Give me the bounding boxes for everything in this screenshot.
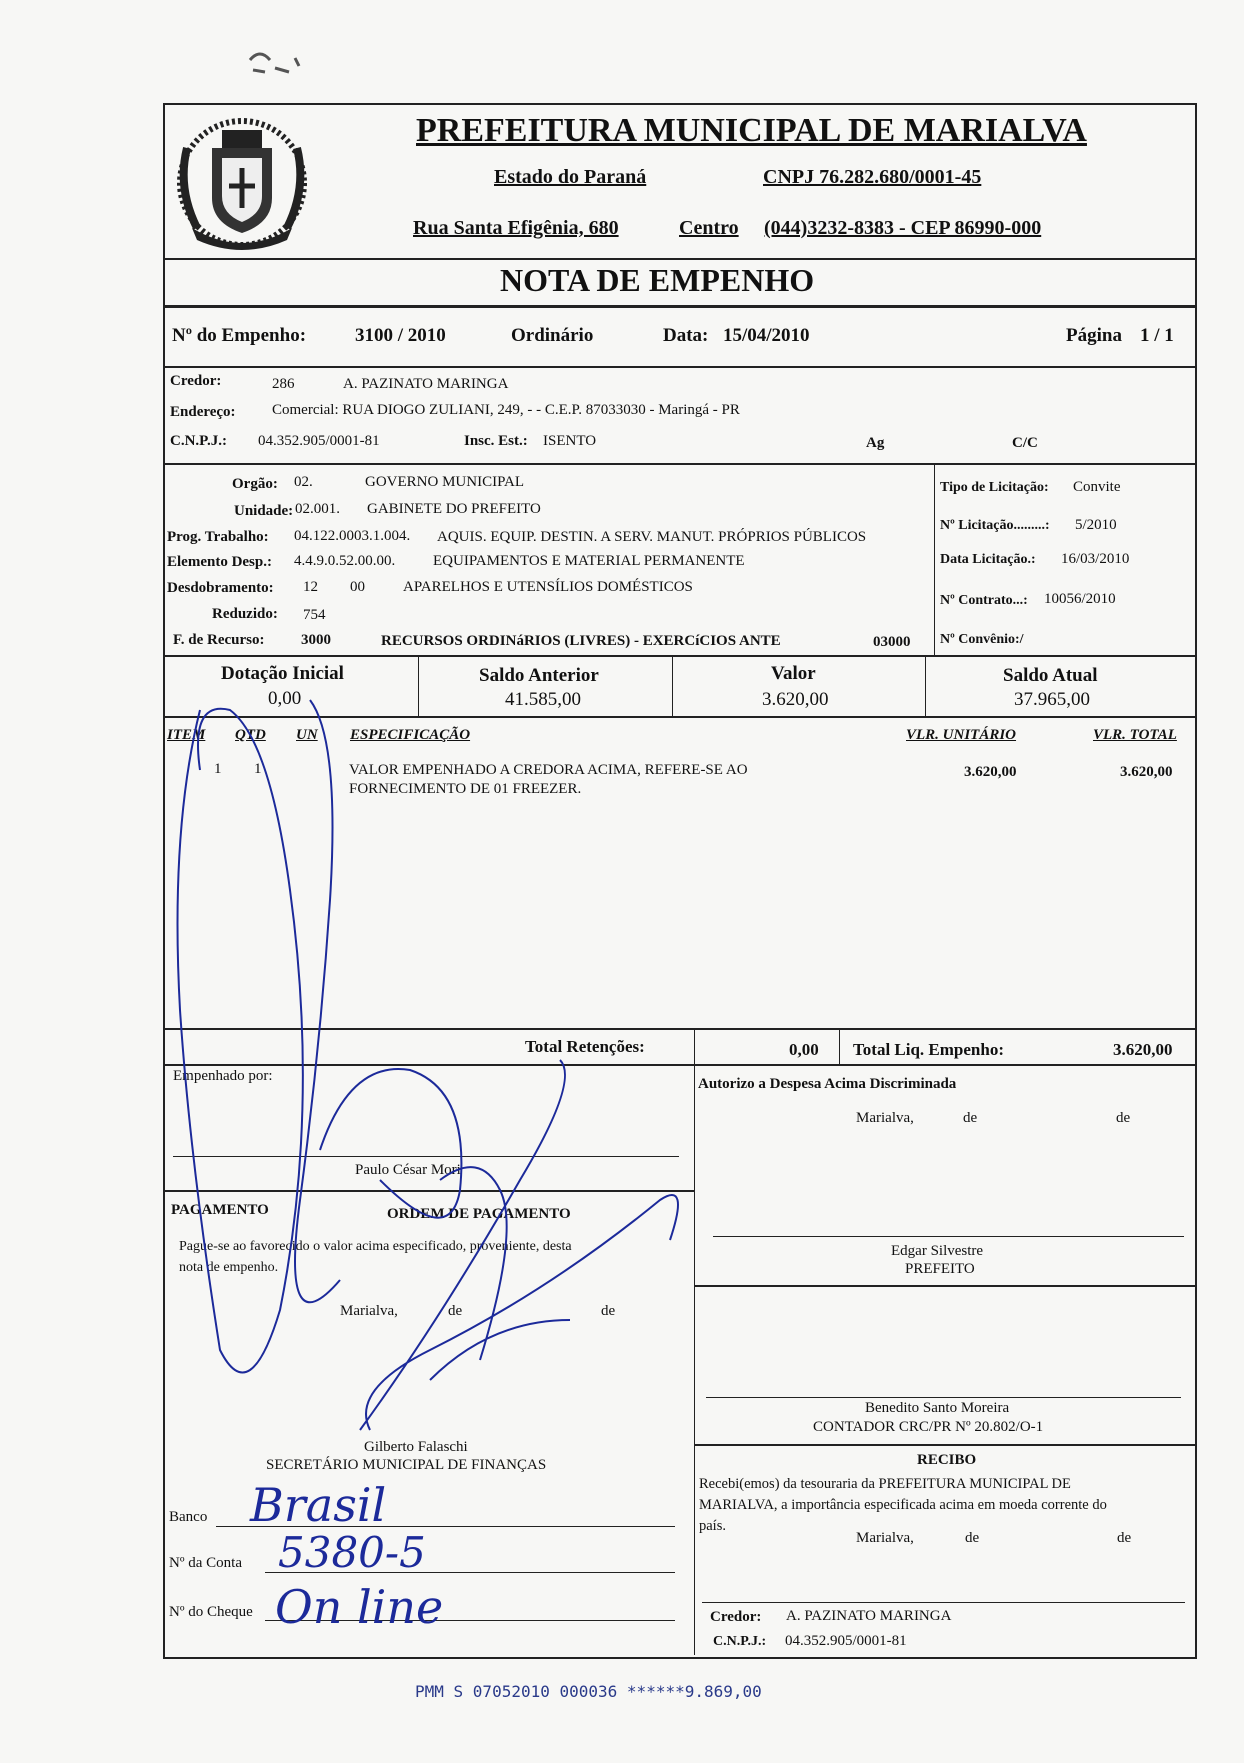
recibo-line-2: MARIALVA, a importância especificada acima em moeda corrente do xyxy=(699,1497,1107,1513)
header-title: PREFEITURA MUNICIPAL DE MARIALVA xyxy=(416,112,1087,149)
secretario-role: SECRETÁRIO MUNICIPAL DE FINANÇAS xyxy=(266,1457,547,1473)
secretario-name: Gilberto Falaschi xyxy=(364,1439,468,1455)
retencoes-label: Total Retenções: xyxy=(525,1037,645,1056)
empenho-label: Nº do Empenho: xyxy=(172,325,307,346)
recibo-de2: de xyxy=(1117,1530,1132,1546)
autorizo-label: Autorizo a Despesa Acima Discriminada xyxy=(698,1076,957,1092)
licitacao-tipo: Convite xyxy=(1073,479,1121,495)
banco-label: Banco xyxy=(169,1509,208,1525)
saldo-anterior: 41.585,00 xyxy=(505,689,581,710)
conta-label: Nº da Conta xyxy=(169,1555,242,1571)
header-address: Rua Santa Efigênia, 680 xyxy=(413,217,619,239)
licitacao-tipo-label: Tipo de Licitação: xyxy=(940,480,1049,495)
licitacao-data-label: Data Licitação.: xyxy=(940,552,1036,567)
desdob: APARELHOS E UTENSÍLIOS DOMÉSTICOS xyxy=(403,579,693,595)
desdob-b: 00 xyxy=(350,579,365,595)
recibo-line-3: país. xyxy=(699,1518,726,1534)
col-unit: VLR. UNITÁRIO xyxy=(906,727,1017,743)
saldo-atual-label: Saldo Atual xyxy=(1003,665,1098,686)
credor-cnpj: 04.352.905/0001-81 xyxy=(258,433,380,449)
pagamento-de1: de xyxy=(448,1303,463,1319)
header-district: Centro xyxy=(679,217,739,239)
empenhado-label: Empenhado por: xyxy=(173,1068,273,1084)
scan-mark xyxy=(245,40,315,80)
convenio-label: Nº Convênio:/ xyxy=(940,632,1024,647)
page-label: Página xyxy=(1066,325,1122,346)
cheque-handwritten: On line xyxy=(275,1580,444,1634)
valor-label: Valor xyxy=(771,663,816,684)
prefeito-name: Edgar Silvestre xyxy=(891,1243,984,1259)
recibo-credor: A. PAZINATO MARINGA xyxy=(786,1608,952,1624)
page-number: 1 / 1 xyxy=(1140,325,1174,346)
prog-code: 04.122.0003.1.004. xyxy=(294,528,411,544)
credor-name: A. PAZINATO MARINGA xyxy=(343,376,509,392)
pagamento-de2: de xyxy=(601,1303,616,1319)
ie-label: Insc. Est.: xyxy=(464,433,528,449)
document-title: NOTA DE EMPENHO xyxy=(500,262,815,298)
unidade-code: 02.001. xyxy=(295,501,340,517)
recibo-cnpj-label: C.N.P.J.: xyxy=(713,1634,767,1649)
recurso-code2: 03000 xyxy=(873,634,911,650)
credor-address: Comercial: RUA DIOGO ZULIANI, 249, - - C.E.P. 87033030 - Maringá - PR xyxy=(272,402,740,418)
contador-name: Benedito Santo Moreira xyxy=(865,1400,1010,1416)
conta-handwritten: 5380-5 xyxy=(278,1528,426,1577)
empenho-date-label: Data: xyxy=(663,325,709,346)
pagamento-place: Marialva, xyxy=(340,1303,398,1319)
dotacao-label: Dotação Inicial xyxy=(221,663,344,684)
orgao-code: 02. xyxy=(294,474,313,490)
cnpj-label: C.N.P.J.: xyxy=(170,433,227,449)
row-item: 1 xyxy=(214,761,222,777)
recurso-code: 3000 xyxy=(301,632,331,648)
unidade: GABINETE DO PREFEITO xyxy=(367,501,541,517)
credor-label: Credor: xyxy=(170,373,222,389)
reduzido: 754 xyxy=(303,607,326,623)
recibo-label: RECIBO xyxy=(917,1452,977,1468)
recibo-line-1: Recebi(emos) da tesouraria da PREFEITURA MUNICIPAL DE xyxy=(699,1476,1071,1492)
prog: AQUIS. EQUIP. DESTIN. A SERV. MANUT. PRÓPRIOS PÚBLICOS xyxy=(437,529,867,545)
autorizo-place: Marialva, xyxy=(856,1110,914,1126)
empenhado-name: Paulo César Mori xyxy=(355,1162,461,1178)
coat-of-arms-icon xyxy=(167,108,317,258)
autorizo-de2: de xyxy=(1116,1110,1131,1126)
elemento-label: Elemento Desp.: xyxy=(167,554,272,570)
col-qtd: QTD xyxy=(235,727,266,743)
licitacao-num: 5/2010 xyxy=(1075,517,1117,533)
contador-role: CONTADOR CRC/PR Nº 20.802/O-1 xyxy=(813,1419,1044,1435)
recibo-cnpj: 04.352.905/0001-81 xyxy=(785,1633,907,1649)
credor-ie: ISENTO xyxy=(543,433,597,449)
pagamento-label: PAGAMENTO xyxy=(171,1202,269,1218)
licitacao-num-label: Nº Licitação.........: xyxy=(940,518,1050,533)
licitacao-data: 16/03/2010 xyxy=(1061,551,1130,567)
pagamento-text-1: Pague-se ao favorecido o valor acima especificado, proveniente, desta xyxy=(179,1239,572,1254)
recurso-label: F. de Recurso: xyxy=(173,632,265,648)
prefeito-role: PREFEITO xyxy=(905,1261,975,1277)
contrato-label: Nº Contrato...: xyxy=(940,593,1028,608)
processing-stamp: PMM S 07052010 000036 ******9.869,00 xyxy=(415,1682,762,1701)
elemento: EQUIPAMENTOS E MATERIAL PERMANENTE xyxy=(433,553,745,569)
empenho-type: Ordinário xyxy=(511,325,594,346)
desdob-a: 12 xyxy=(303,579,318,595)
saldo-anterior-label: Saldo Anterior xyxy=(479,665,599,686)
ordem-pagamento: ORDEM DE PAGAMENTO xyxy=(387,1206,571,1222)
valor: 3.620,00 xyxy=(762,689,829,710)
col-espec: ESPECIFICAÇÃO xyxy=(350,727,471,743)
col-item: ITEM xyxy=(167,727,206,743)
header-cnpj: CNPJ 76.282.680/0001-45 xyxy=(763,166,982,188)
orgao-label: Orgão: xyxy=(232,476,278,492)
address-label: Endereço: xyxy=(170,404,236,420)
orgao: GOVERNO MUNICIPAL xyxy=(365,474,525,490)
prog-label: Prog. Trabalho: xyxy=(167,529,269,545)
unidade-label: Unidade: xyxy=(234,503,294,519)
credor-code: 286 xyxy=(272,376,295,392)
row-qtd: 1 xyxy=(254,761,262,777)
row-unit: 3.620,00 xyxy=(964,764,1017,780)
empenho-date: 15/04/2010 xyxy=(723,325,810,346)
row-desc-1: VALOR EMPENHADO A CREDORA ACIMA, REFERE-SE AO xyxy=(349,762,748,778)
banco-handwritten: Brasil xyxy=(250,1478,387,1532)
elemento-code: 4.4.9.0.52.00.00. xyxy=(294,553,396,569)
header-phone-cep: (044)3232-8383 - CEP 86990-000 xyxy=(764,217,1042,239)
saldo-atual: 37.965,00 xyxy=(1014,689,1090,710)
header-state: Estado do Paraná xyxy=(494,166,647,188)
retencoes: 0,00 xyxy=(789,1040,819,1059)
recibo-de1: de xyxy=(965,1530,980,1546)
reduzido-label: Reduzido: xyxy=(212,606,278,622)
recurso: RECURSOS ORDINáRIOS (LIVRES) - EXERCíCIOS ANTE xyxy=(381,633,781,649)
liquido-label: Total Liq. Empenho: xyxy=(853,1040,1004,1059)
liquido: 3.620,00 xyxy=(1113,1040,1173,1059)
contrato: 10056/2010 xyxy=(1044,591,1116,607)
autorizo-de1: de xyxy=(963,1110,978,1126)
dotacao: 0,00 xyxy=(268,688,302,709)
col-un: UN xyxy=(296,727,318,743)
row-desc-2: FORNECIMENTO DE 01 FREEZER. xyxy=(349,781,582,797)
ag-label: Ag xyxy=(866,435,885,451)
pagamento-text-2: nota de empenho. xyxy=(179,1260,279,1275)
row-total: 3.620,00 xyxy=(1120,764,1173,780)
recibo-place: Marialva, xyxy=(856,1530,914,1546)
col-total: VLR. TOTAL xyxy=(1093,727,1177,743)
cheque-label: Nº do Cheque xyxy=(169,1604,253,1620)
empenho-number: 3100 / 2010 xyxy=(355,325,446,346)
recibo-credor-label: Credor: xyxy=(710,1609,762,1625)
desdob-label: Desdobramento: xyxy=(167,580,274,596)
cc-label: C/C xyxy=(1012,435,1038,451)
